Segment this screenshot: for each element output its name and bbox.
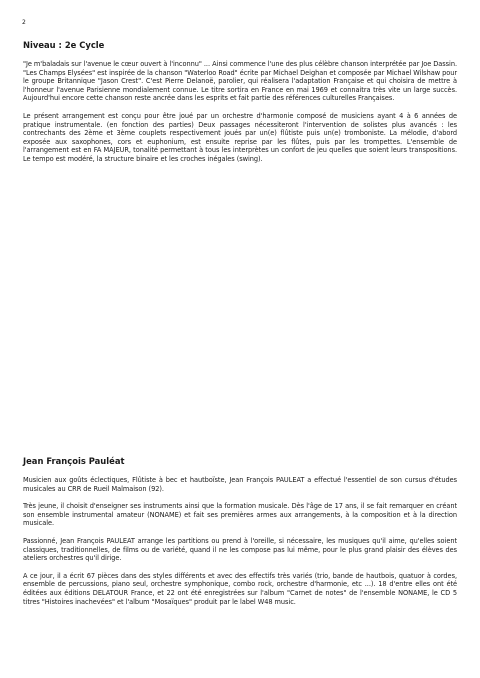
author-paragraph-3: Passionné, Jean François PAULEAT arrange les partitions ou prend à l'oreille, si nécessaire, les musiques qu'il aime, qu'elles soient classiques, traditionnelles, de films ou de variété, quand il ne les compose pas lui même, pour le plus grand plaisir des élèves des ateliers orchestres qu'il dirige. [23,536,457,563]
page-number: 2 [22,19,26,26]
level-paragraph-2: Le présent arrangement est conçu pour être joué par un orchestre d'harmonie composé de musiciens ayant 4 à 6 années de pratique instrumentale. (en fonction des parties) Deux passages nécessiteront l'intervention de solistes plus avancés : les contrechants des 2ème et 3ème couplets respectivement joués par un(e) flûtiste puis un(e) tromboniste. La mélodie, d'abord exposée aux saxophones, cors et euphonium, est ensuite reprise par les flûtes, puis par les trompettes. L'ensemble de l'arrangement est en FA MAJEUR, tonalité permettant à tous les interprètes un confort de jeu quelles que soient leurs transpositions. Le tempo est modéré, la structure binaire et les croches inégales (swing). [23,111,457,163]
level-paragraph-1: "Je m'baladais sur l'avenue le cœur ouvert à l'inconnu" ... Ainsi commence l'une des plus célèbre chanson interprétée par Joe Dassin. "Les Champs Elysées" est inspirée de la chanson "Waterloo Road" écrite par Michael Deighan et composée par Michael Wilshaw pour le groupe Britannique "Jason Crest". C'est Pierre Delanoë, parolier, qui réalisera l'adaptation Française et qui choisira de mettre à l'honneur l'avenue Parisienne mondialement connue. Le titre sortira en France en mai 1969 et connaitra très vite un large succès. Aujourd'hui encore cette chanson reste ancrée dans les esprits et fait partie des références culturelles Françaises. [23,60,457,103]
author-section [23,456,457,615]
author-heading: Jean François Pauléat [23,456,125,466]
author-paragraph-4: A ce jour, il a écrit 67 pièces dans des styles différents et avec des effectifs très variés (trio, bande de hautbois, quatuor à cordes, ensemble de percussions, piano seul, orchestre symphonique, combo rock, orchestre d'harmonie, etc ...). 18 d'entre elles ont été éditées aux éditions DELATOUR France, et 22 ont été enregistrées sur l'album "Carnet de notes" de l'ensemble NONAME, le CD 5 titres "Histoires inachevées" et l'album "Mosaïques" produit par le label W48 music. [23,571,457,606]
level-section [23,40,457,173]
author-paragraph-1: Musicien aux goûts éclectiques, Flûtiste à bec et hautboïste, Jean François PAULEAT a effectué l'essentiel de son cursus d'études musicales au CRR de Rueil Malmaison (92). [23,476,457,493]
author-paragraph-2: Très jeune, il choisit d'enseigner ses instruments ainsi que la formation musicale. Dès l'âge de 17 ans, il se fait remarquer en créant son ensemble instrumental amateur (NONAME) et fait ses premières armes aux arrangements, à la composition et à la direction musicale. [23,502,457,528]
level-heading: Niveau : 2e Cycle [23,40,105,50]
